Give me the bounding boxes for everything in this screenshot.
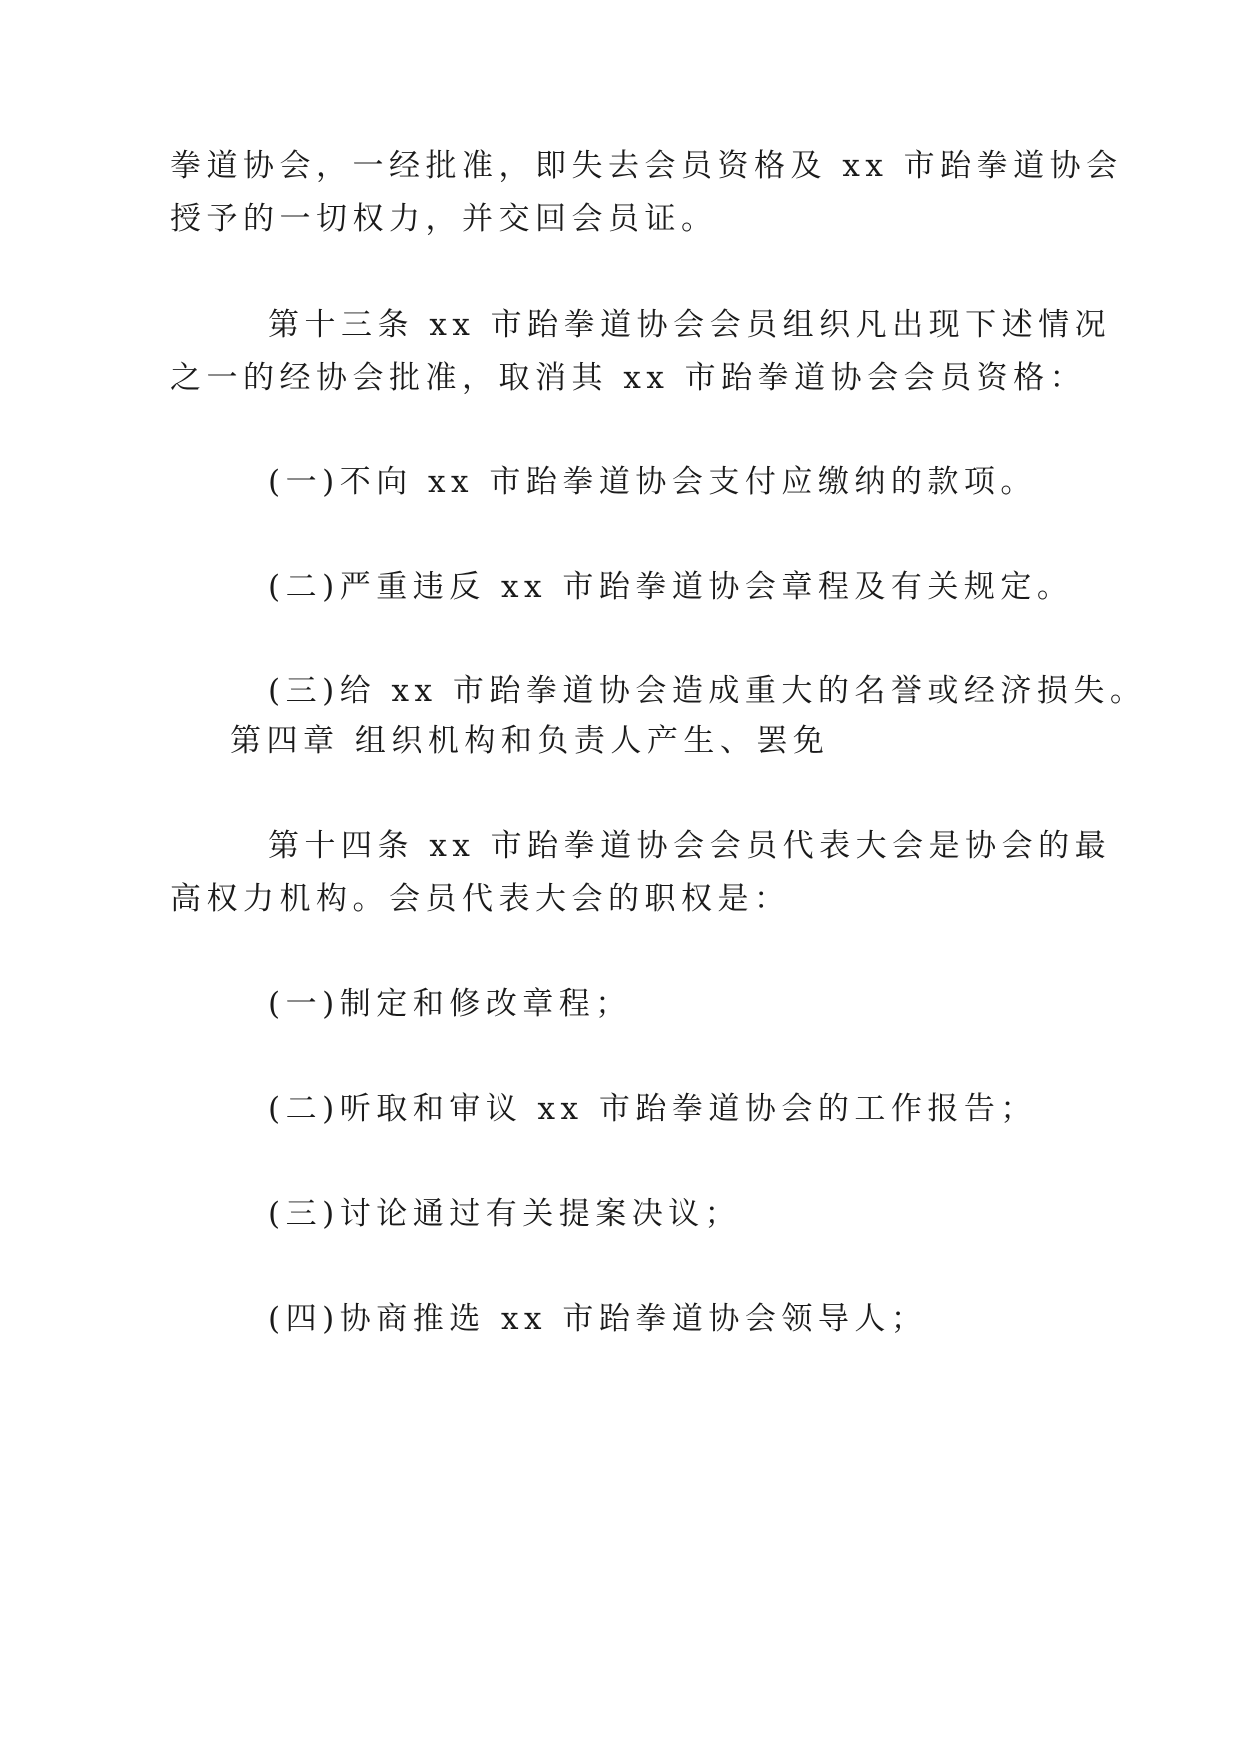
- list-item: (三)给 xx 市跆拳道协会造成重大的名誉或经济损失。: [268, 673, 1147, 709]
- list-item: (四)协商推选 xx 市跆拳道协会领导人；: [268, 1301, 928, 1337]
- list-item: (一)制定和修改章程；: [268, 986, 632, 1022]
- chapter-heading: 第四章 组织机构和负责人产生、罢免: [230, 723, 830, 759]
- paragraph-line: 拳道协会，一经批准，即失去会员资格及 xx 市跆拳道协会: [170, 148, 1123, 184]
- article-14-line: 第十四条 xx 市跆拳道协会会员代表大会是协会的最: [268, 828, 1112, 864]
- paragraph-line: 高权力机构。会员代表大会的职权是：: [170, 881, 791, 917]
- article-13-line: 第十三条 xx 市跆拳道协会会员组织凡出现下述情况: [268, 307, 1112, 343]
- list-item: (一)不向 xx 市跆拳道协会支付应缴纳的款项。: [268, 464, 1037, 500]
- list-item: (三)讨论通过有关提案决议；: [268, 1196, 742, 1232]
- list-item: (二)听取和审议 xx 市跆拳道协会的工作报告；: [268, 1091, 1037, 1127]
- list-item: (二)严重违反 xx 市跆拳道协会章程及有关规定。: [268, 569, 1074, 605]
- paragraph-line: 授予的一切权力，并交回会员证。: [170, 201, 718, 237]
- paragraph-line: 之一的经协会批准，取消其 xx 市跆拳道协会会员资格：: [170, 360, 1087, 396]
